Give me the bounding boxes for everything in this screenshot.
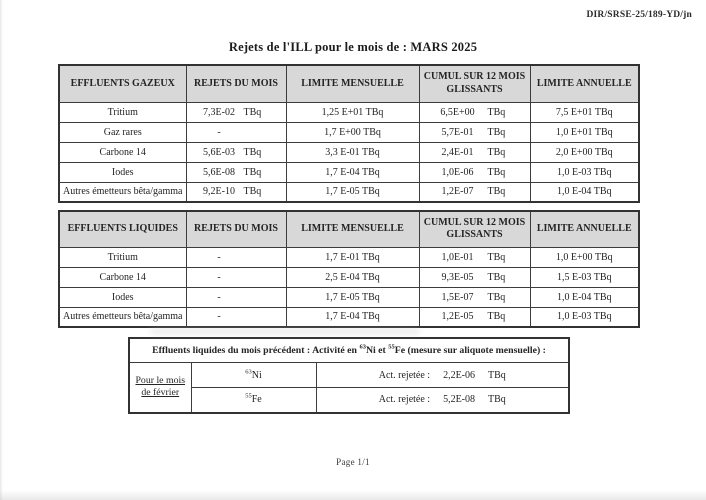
document-reference: DIR/SRSE-25/189-YD/jn [586,10,692,20]
limite-mensuelle-cell: 1,7 E+00 TBq [286,122,419,142]
previous-month-header-row [129,338,569,363]
title-part: Ni et [365,345,389,356]
scan-artifact [150,329,420,334]
previous-month-table-title [129,338,569,363]
column-header-limite-annuelle: LIMITE ANNUELLE [530,65,639,102]
column-header-rejets-du-mois: REJETS DU MOIS [186,65,286,102]
cumul-value: 1,5E-07 [441,291,474,303]
column-header-effluents-gazeux: EFFLUENTS GAZEUX [59,65,186,102]
table-row-tritium [59,247,639,267]
rejets-value: - [217,251,221,263]
table-row-iodes [59,162,639,182]
activity-unit: TBq [488,394,506,406]
table-row-fe55 [129,388,569,413]
nuclide-label: Tritium [59,247,186,267]
rejets-value: 7,3E-02 [203,106,235,118]
limite-annuelle-cell: 2,0 E+00 TBq [530,142,639,162]
nuclide-label: Tritium [59,102,186,122]
limite-mensuelle-cell: 3,3 E-01 TBq [286,142,419,162]
rejets-unit: TBq [243,146,262,158]
nuclide-label: Gaz rares [59,122,186,142]
limite-mensuelle-cell: 1,7 E-04 TBq [286,162,419,182]
cumul-cell [419,307,530,327]
column-header-effluents-liquides: EFFLUENTS LIQUIDES [59,211,186,247]
title-part: Fe (mesure sur aliquote mensuelle) : [394,345,546,356]
activity-cell-ni63 [316,363,569,388]
rejets-unit: TBq [243,106,262,118]
previous-month-label [129,363,191,413]
table-row-ni63 [129,363,569,388]
limite-mensuelle-cell: 1,7 E-05 TBq [286,287,419,307]
isotope-mass: 55 [245,392,252,400]
cumul-value: 9,3E-05 [441,271,474,283]
rejets-cell [186,142,286,162]
column-header-cumul-12-mois: CUMUL SUR 12 MOIS GLISSANTS [419,65,530,102]
previous-month-activity-table [128,337,570,414]
limite-annuelle-cell: 1,0 E+00 TBq [530,247,639,267]
activity-cell-fe55 [316,388,569,413]
rejets-value: - [217,311,221,323]
limite-annuelle-cell: 1,0 E-04 TBq [530,287,639,307]
isotope-symbol: Ni [251,369,262,381]
rejets-value: - [217,271,221,283]
cumul-value: 1,2E-05 [441,311,474,323]
cumul-cell [419,102,530,122]
cumul-value: 2,4E-01 [441,146,474,158]
cumul-value: 1,0E-01 [441,251,474,263]
limite-mensuelle-cell: 1,25 E+01 TBq [286,102,419,122]
rejets-unit: TBq [243,166,262,178]
liquid-effluents-table [58,210,640,328]
activity-label: Act. rejetée : [378,369,431,381]
gaseous-effluents-table [58,64,640,203]
table-row-autres-emetteurs [59,182,639,202]
nuclide-label: Iodes [59,287,186,307]
cumul-unit: TBq [487,311,506,323]
cumul-unit: TBq [487,146,506,158]
gaseous-header-row [59,65,639,102]
limite-annuelle-cell: 1,0 E-04 TBq [530,182,639,202]
cumul-cell [419,162,530,182]
table-row-carbone-14 [59,267,639,287]
isotope-cell-fe55 [191,388,316,413]
liquid-header-row [59,211,639,247]
cumul-unit: TBq [487,106,506,118]
nuclide-label: Autres émetteurs bêta/gamma [59,307,186,327]
column-header-limite-mensuelle: LIMITE MENSUELLE [286,65,419,102]
cumul-unit: TBq [487,126,506,138]
limite-annuelle-cell: 1,0 E-03 TBq [530,162,639,182]
table-row-iodes [59,287,639,307]
page-number: Page 1/1 [336,457,370,467]
rejets-cell [186,102,286,122]
rejets-cell [186,307,286,327]
column-header-cumul-12-mois: CUMUL SUR 12 MOIS GLISSANTS [419,211,530,247]
title-part: Effluents liquides du mois précédent : Activité en [152,345,360,356]
activity-value: 5,2E-08 [443,394,476,406]
previous-month-label-line2: de février [141,387,180,399]
rejets-unit: TBq [243,186,262,198]
cumul-cell [419,122,530,142]
scan-edge-shadow-bottom [0,490,706,500]
nuclide-label: Carbone 14 [59,142,186,162]
rejets-value: - [217,126,221,138]
limite-annuelle-cell: 1,0 E+01 TBq [530,122,639,142]
isotope-mass: 63 [245,368,252,376]
cumul-unit: TBq [487,251,506,263]
rejets-cell [186,182,286,202]
limite-mensuelle-cell: 2,5 E-04 TBq [286,267,419,287]
rejets-cell [186,287,286,307]
nuclide-label: Autres émetteurs bêta/gamma [59,182,186,202]
isotope-symbol: Fe [251,394,262,406]
rejets-cell [186,267,286,287]
cumul-unit: TBq [487,186,506,198]
column-header-limite-annuelle: LIMITE ANNUELLE [530,211,639,247]
rejets-value: - [217,291,221,303]
limite-annuelle-cell: 1,5 E-03 TBq [530,267,639,287]
limite-mensuelle-cell: 1,7 E-04 TBq [286,307,419,327]
nuclide-label: Carbone 14 [59,267,186,287]
column-header-rejets-du-mois: REJETS DU MOIS [186,211,286,247]
limite-mensuelle-cell: 1,7 E-01 TBq [286,247,419,267]
cumul-value: 1,0E-06 [441,166,474,178]
activity-label: Act. rejetée : [378,394,431,406]
cumul-cell [419,142,530,162]
rejets-cell [186,122,286,142]
nuclide-label: Iodes [59,162,186,182]
cumul-cell [419,182,530,202]
activity-unit: TBq [488,369,506,381]
limite-annuelle-cell: 7,5 E+01 TBq [530,102,639,122]
cumul-unit: TBq [487,291,506,303]
rejets-value: 5,6E-03 [203,146,235,158]
table-row-gaz-rares [59,122,639,142]
isotope-cell-ni63 [191,363,316,388]
page-title: Rejets de l'ILL pour le mois de : MARS 2025 [228,40,478,54]
isotope-mass-63: 63 [359,343,366,351]
column-header-limite-mensuelle: LIMITE MENSUELLE [286,211,419,247]
rejets-cell [186,162,286,182]
scan-edge-shadow-left [0,0,3,500]
cumul-value: 1,2E-07 [441,186,474,198]
table-row-autres-emetteurs [59,307,639,327]
rejets-value: 9,2E-10 [203,186,235,198]
cumul-value: 5,7E-01 [441,126,474,138]
rejets-cell [186,247,286,267]
cumul-value: 6,5E+00 [440,106,475,118]
cumul-cell [419,247,530,267]
cumul-cell [419,287,530,307]
activity-value: 2,2E-06 [443,369,476,381]
table-row-tritium [59,102,639,122]
rejets-value: 5,6E-08 [203,166,235,178]
previous-month-label-line1: Pour le mois [135,375,186,387]
isotope-mass-55: 55 [388,343,395,351]
limite-annuelle-cell: 1,0 E-03 TBq [530,307,639,327]
cumul-unit: TBq [487,166,506,178]
table-row-carbone-14 [59,142,639,162]
limite-mensuelle-cell: 1,7 E-05 TBq [286,182,419,202]
cumul-unit: TBq [487,271,506,283]
cumul-cell [419,267,530,287]
